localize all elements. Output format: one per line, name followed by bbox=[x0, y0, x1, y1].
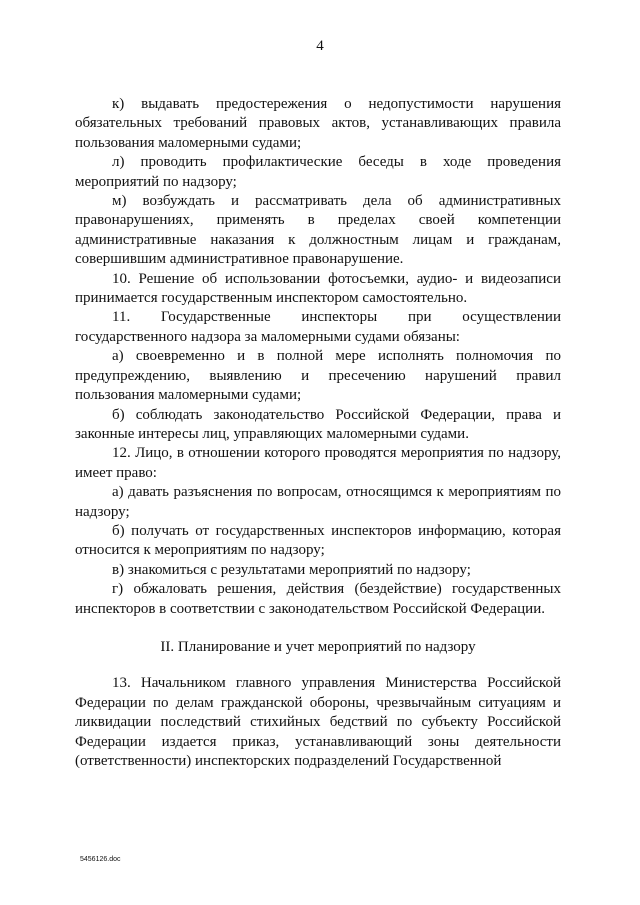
paragraph-l: л) проводить профилактические беседы в ходе проведения мероприятий по надзору; bbox=[75, 154, 561, 190]
paragraph-10: 10. Решение об использовании фотосъемки, аудио- и видеозаписи принимается государственным инспектором самостоятельно. bbox=[75, 270, 561, 307]
paragraph-13: 13. Начальником главного управления Министерства Российской Федерации по делам гражданской обороны, чрезвычайным ситуациям и ликвидации последствий стихийных бедствий по субъекту Российской Федерации издается приказ, устанавливающий зоны деятельности (ответственности) инспекторских подразделений Государственной bbox=[75, 675, 561, 769]
section-heading: II. Планирование и учет мероприятий по надзору bbox=[160, 638, 476, 655]
paragraph-12-v: в) знакомиться с результатами мероприятий по надзору; bbox=[112, 561, 471, 578]
footer-doc-code: 5456126.doc bbox=[80, 856, 121, 863]
page-number: 4 bbox=[316, 38, 324, 54]
paragraph-k: к) выдавать предостережения о недопустимости нарушения обязательных требований правовых актов, устанавливающих правила пользования маломерными судами; bbox=[75, 96, 561, 151]
paragraph-m: м) возбуждать и рассматривать дела об административных правонарушениях, применять в пределах своей компетенции административные наказания к должностным лицам и гражданам, совершившим административное правонарушение. bbox=[75, 193, 561, 268]
paragraph-12-b: б) получать от государственных инспекторов информацию, которая относится к мероприятиям по надзору; bbox=[75, 522, 561, 559]
paragraph-12-a: а) давать разъяснения по вопросам, относящимся к мероприятиям по надзору; bbox=[75, 484, 561, 520]
paragraph-12: 12. Лицо, в отношении которого проводятся мероприятия по надзору, имеет право: bbox=[75, 445, 561, 481]
paragraph-11-b: б) соблюдать законодательство Российской Федерации, права и законные интересы лиц, управляющих маломерными судами. bbox=[75, 406, 561, 442]
paragraph-12-g: г) обжаловать решения, действия (бездействие) государственных инспекторов в соответствии с законодательством Российской Федерации. bbox=[75, 581, 561, 617]
document-body bbox=[75, 95, 561, 771]
paragraph-11-a: а) своевременно и в полной мере исполнять полномочия по предупреждению, выявлению и пресечению нарушений правил пользования маломерными судами; bbox=[75, 348, 561, 404]
paragraph-11: 11. Государственные инспекторы при осуществлении государственного надзора за маломерными судами обязаны: bbox=[75, 309, 561, 345]
